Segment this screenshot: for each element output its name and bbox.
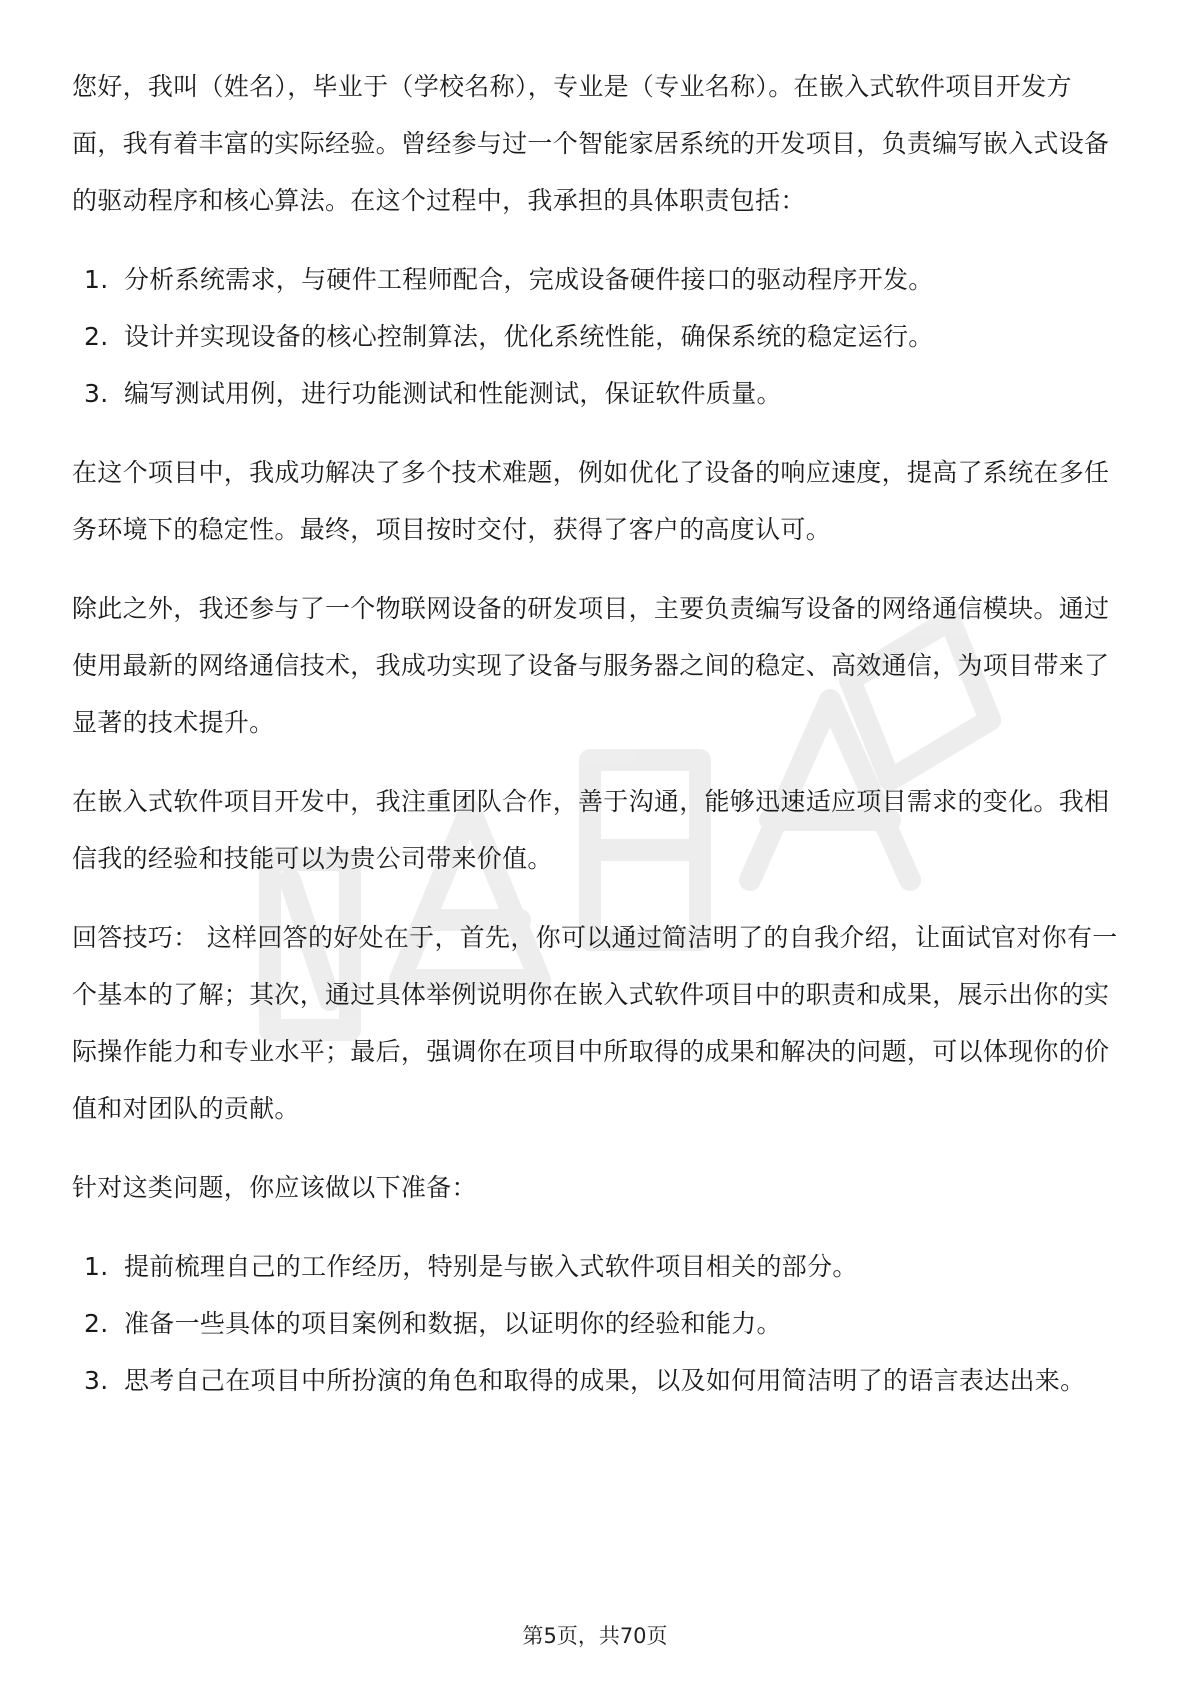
list-number: 3. — [84, 379, 109, 408]
intro-paragraph: 您好，我叫（姓名），毕业于（学校名称），专业是（专业名称）。在嵌入式软件项目开发方面，我有着丰富的实际经验。曾经参与过一个智能家居系统的开发项目，负责编写嵌入式设备的驱动程序和核心算法。在这个过程中，我承担的具体职责包括： — [72, 72, 1110, 215]
list-number: 2. — [84, 1309, 109, 1338]
list-number: 2. — [84, 322, 109, 351]
prep-intro-paragraph: 针对这类问题，你应该做以下准备： — [72, 1173, 477, 1202]
list-item — [72, 308, 1118, 365]
list-item-text: 准备一些具体的项目案例和数据，以证明你的经验和能力。 — [124, 1309, 782, 1338]
result-paragraph: 在这个项目中，我成功解决了多个技术难题，例如优化了设备的响应速度，提高了系统在多任务环境下的稳定性。最终，项目按时交付，获得了客户的高度认可。 — [72, 458, 1110, 544]
list-number: 1. — [84, 1252, 109, 1281]
list-item-text: 思考自己在项目中所扮演的角色和取得的成果，以及如何用简洁明了的语言表达出来。 — [124, 1366, 1086, 1395]
list-item — [72, 1352, 1118, 1409]
iot-paragraph: 除此之外，我还参与了一个物联网设备的研发项目，主要负责编写设备的网络通信模块。通过使用最新的网络通信技术，我成功实现了设备与服务器之间的稳定、高效通信，为项目带来了显著的技术提升。 — [72, 594, 1110, 737]
team-paragraph: 在嵌入式软件项目开发中，我注重团队合作，善于沟通，能够迅速适应项目需求的变化。我相信我的经验和技能可以为贵公司带来价值。 — [72, 787, 1110, 873]
list-item-text: 设计并实现设备的核心控制算法，优化系统性能，确保系统的稳定运行。 — [124, 322, 934, 351]
list-item-text: 编写测试用例，进行功能测试和性能测试，保证软件质量。 — [124, 379, 782, 408]
prep-list — [72, 1238, 1118, 1409]
list-item — [72, 251, 1118, 308]
page-number: 第5页，共70页 — [522, 1624, 668, 1648]
tips-paragraph: 回答技巧： 这样回答的好处在于，首先，你可以通过简洁明了的自我介绍，让面试官对你有一个基本的了解；其次，通过具体举例说明你在嵌入式软件项目中的职责和成果，展示出你的实际操作能力和专业水平；最后，强调你在项目中所取得的成果和解决的问题，可以体现你的价值和对团队的贡献。 — [72, 923, 1118, 1123]
list-item — [72, 1295, 1118, 1352]
list-item-text: 分析系统需求，与硬件工程师配合，完成设备硬件接口的驱动程序开发。 — [124, 265, 934, 294]
duties-list — [72, 251, 1118, 422]
list-number: 1. — [84, 265, 109, 294]
list-item — [72, 365, 1118, 422]
list-number: 3. — [84, 1366, 109, 1395]
list-item-text: 提前梳理自己的工作经历，特别是与嵌入式软件项目相关的部分。 — [124, 1252, 858, 1281]
document-body — [72, 58, 1118, 1431]
list-item — [72, 1238, 1118, 1295]
